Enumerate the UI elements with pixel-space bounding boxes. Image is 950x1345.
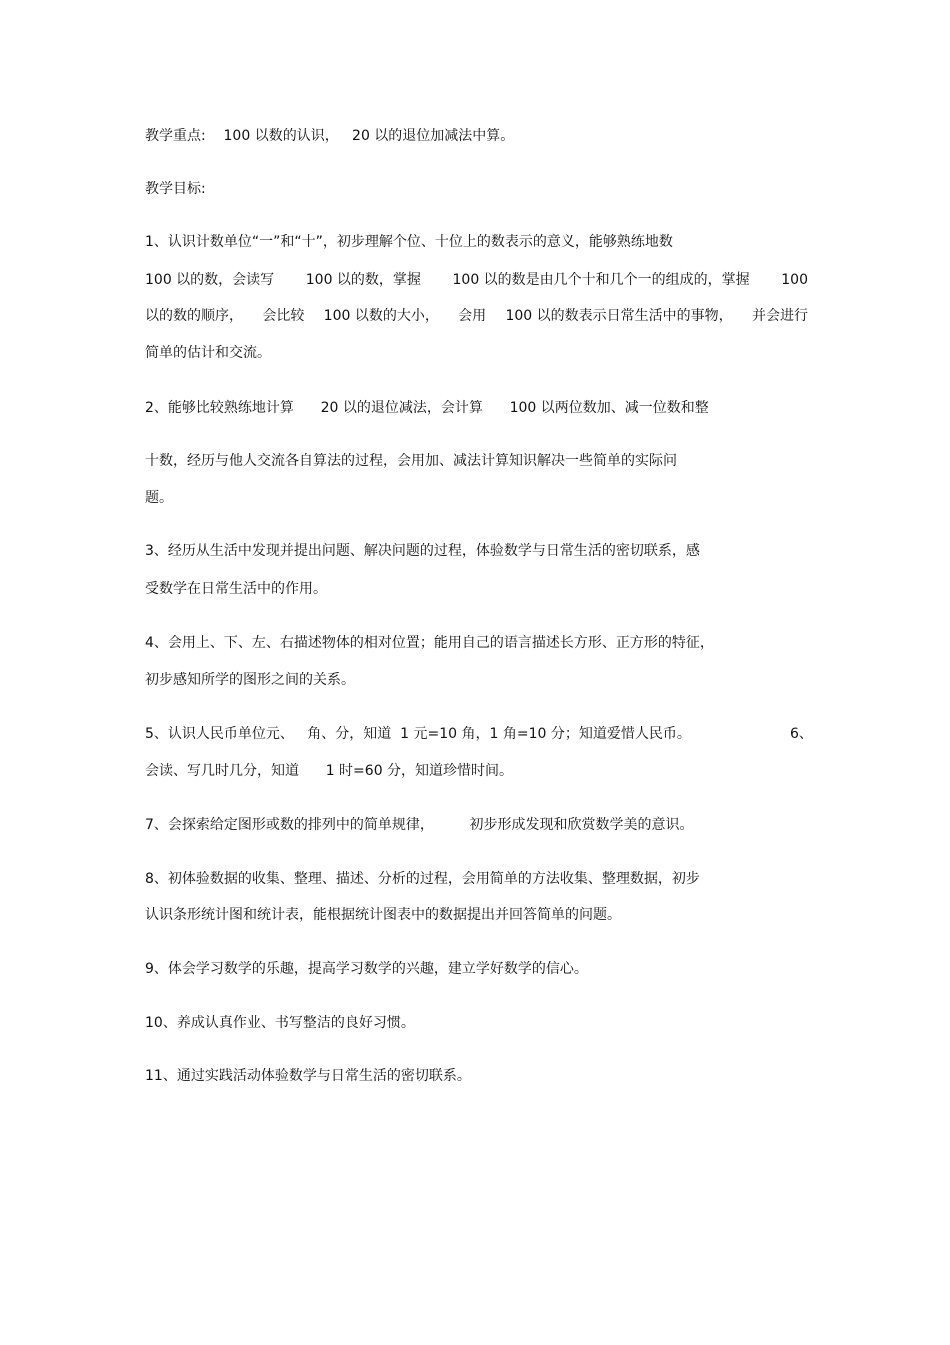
item-9: 9、体会学习数学的乐趣，提高学习数学的兴趣，建立学好数学的信心。 xyxy=(145,961,588,977)
item-1-line-2-part: 100 xyxy=(781,272,808,288)
item-8-line-2: 认识条形统计图和统计表，能根据统计图表中的数据提出并回答简单的问题。 xyxy=(145,907,621,923)
item-5-line-1: 5、认识人民币单位元、 角、分，知道 1 元=10 角，1 角=10 分；知道爱惜人民币。 xyxy=(145,726,691,742)
item-6-line: 会读、写几时几分，知道 1 时=60 分，知道珍惜时间。 xyxy=(145,763,514,779)
item-10: 10、养成认真作业、书写整洁的良好习惯。 xyxy=(145,1015,415,1031)
item-1-line-3 xyxy=(145,307,808,325)
item-1-line-1: 1、认识计数单位“一”和“十”，初步理解个位、十位上的数表示的意义，能够熟练地数 xyxy=(145,234,673,250)
item-4-line-2: 初步感知所学的图形之间的关系。 xyxy=(145,672,355,688)
item-3-line-2: 受数学在日常生活中的作用。 xyxy=(145,581,327,597)
item-1-line-4: 简单的估计和交流。 xyxy=(145,345,271,361)
item-4-line-1: 4、会用上、下、左、右描述物体的相对位置；能用自己的语言描述长方形、正方形的特征， xyxy=(145,635,714,651)
item-1-line-3-part: 会比较 xyxy=(262,308,305,324)
item-1-line-2-part: 100 以的数，掌握 xyxy=(305,272,421,288)
item-2-line-3: 题。 xyxy=(145,490,173,506)
item-1-line-2-part: 100 以的数，会读写 xyxy=(145,272,275,288)
item-1-line-2 xyxy=(145,271,808,289)
item-1-line-3-part: 以的数的顺序， xyxy=(145,308,243,324)
item-1-line-3-part: 会用 xyxy=(458,308,487,324)
item-6-number: 6、 xyxy=(790,726,813,742)
goals-heading: 教学目标: xyxy=(145,181,206,197)
item-2-line-2: 十数，经历与他人交流各自算法的过程，会用加、减法计算知识解决一些简单的实际问 xyxy=(145,453,677,469)
teaching-focus: 教学重点: 100 以数的认识， 20 以的退位加减法中算。 xyxy=(145,128,515,144)
item-7: 7、会探索给定图形或数的排列中的简单规律， 初步形成发现和欣赏数学美的意识。 xyxy=(145,817,694,833)
item-8-line-1: 8、初体验数据的收集、整理、描述、分析的过程，会用简单的方法收集、整理数据，初步 xyxy=(145,871,700,887)
item-1-line-2-part: 100 以的数是由几个十和几个一的组成的，掌握 xyxy=(452,272,750,288)
item-1-line-3-part: 100 以的数表示日常生活中的事物， xyxy=(505,308,733,324)
item-11: 11、通过实践活动体验数学与日常生活的密切联系。 xyxy=(145,1068,471,1084)
item-2-line-1: 2、能够比较熟练地计算 20 以的退位减法，会计算 100 以两位数加、减一位数和整 xyxy=(145,400,709,416)
item-1-line-3-part: 100 以数的大小， xyxy=(323,308,439,324)
item-3-line-1: 3、经历从生活中发现并提出问题、解决问题的过程，体验数学与日常生活的密切联系，感 xyxy=(145,543,700,559)
item-1-line-3-part: 并会进行 xyxy=(751,308,808,324)
